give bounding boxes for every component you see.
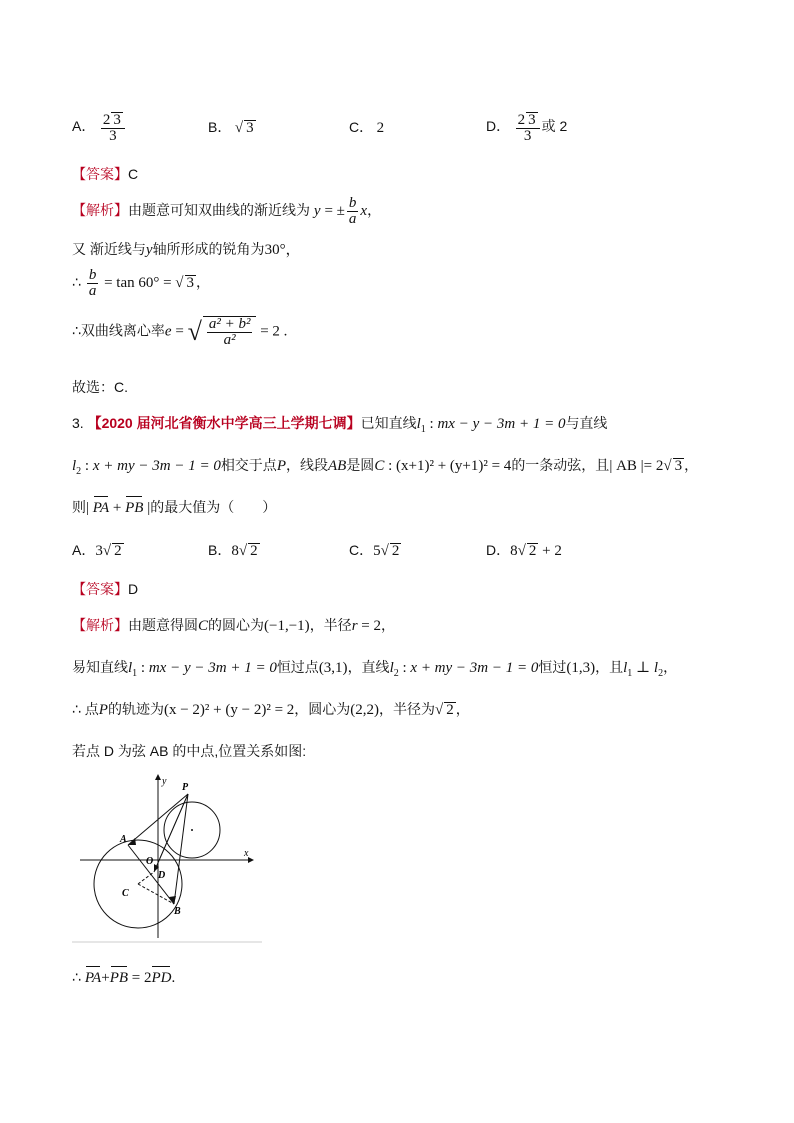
q3-stem-line2: $l_2$ : x + my − 3m − 1 = 0相交于点P，线段AB是圆C : (x+1)² + (y+1)² = 4的一条动弦，且| AB |= 2√ 3 ， — [72, 457, 699, 477]
q2-option-b-label: B． — [208, 119, 232, 135]
q2-option-c-value: 2 — [376, 120, 385, 136]
label-x: x — [244, 848, 249, 859]
q2-analysis-line2: 又 渐近线与y轴所形成的锐角为30°， — [72, 241, 301, 258]
q2-option-d[interactable]: D． $\frac{2 3}{3}$ 或 2 — [486, 112, 568, 144]
q2-option-c[interactable] — [349, 117, 384, 137]
q2-analysis-line4: ∴双曲线离心率e = √ $\frac{\text{a² + b²}}{\text{a²}}$ = 2 . — [72, 316, 288, 348]
q3-analysis-line2: 易知直线$l_1$ : mx − y − 3m + 1 = 0恒过点(3,1)，直线$l_2$ : x + my − 3m − 1 = 0恒过(1,3)，且$l_1$ ⊥ $l_2$， — [72, 659, 678, 679]
label-o: O — [146, 856, 154, 867]
geometry-figure — [72, 772, 262, 944]
x-axis-arrow — [248, 857, 254, 863]
label-b: B — [174, 906, 181, 917]
q2-answer-line — [72, 165, 138, 183]
label-y: y — [162, 776, 167, 787]
label-d: D — [158, 870, 166, 881]
y-axis-arrow — [155, 774, 161, 780]
q2-option-c-label: C． — [349, 119, 374, 135]
label-p: P — [182, 782, 189, 793]
q2-answer: C — [128, 166, 139, 182]
q2-analysis-tag: 【解析】 — [72, 202, 128, 219]
q3-answer-line: 【答案】D — [72, 581, 139, 597]
q2-analysis-line1: 【解析】由题意可知双曲线的渐近线为 y = ± $\frac{b}{a}$ x， — [72, 195, 382, 227]
q3-analysis-line3: ∴ 点P的轨迹为(x − 2)² + (y − 2)² = 2，圆心为(2,2)，半径为√ 2 ， — [72, 701, 470, 718]
q3-answer: D — [128, 581, 139, 597]
label-a: A — [120, 834, 127, 845]
q3-option-a[interactable]: A．3√ 2 — [72, 542, 122, 559]
q2-answer-tag: 【答案】 — [72, 166, 128, 182]
label-c: C — [122, 888, 129, 899]
q3-source: 【2020 届河北省衡水中学高三上学期七调】 — [87, 415, 361, 431]
q3-option-d[interactable]: D．8√ 2 + 2 — [486, 542, 562, 559]
q3-option-b[interactable]: B．8√ 2 — [208, 542, 258, 559]
q2-option-a-value: $\frac{2 3}{3}$ — [101, 112, 125, 144]
q2-option-a-label: A． — [72, 118, 96, 135]
q3-option-c[interactable]: C．5√ 2 — [349, 542, 400, 559]
q2-conclusion: 故选：C. — [72, 379, 128, 395]
locus-center-dot — [191, 829, 193, 831]
q2-analysis-line3: ∴ $\frac{b}{a}$ = tan 60° = √ 3 ， — [72, 267, 211, 299]
q2-option-d-label: D． — [486, 118, 511, 135]
q3-analysis-line4: 若点 D 为弦 AB 的中点,位置关系如图: — [72, 743, 307, 759]
q2-option-a[interactable] — [72, 112, 127, 144]
q3-number: 3. — [72, 415, 84, 431]
q3-stem-line3: 则| PA + PB |的最大值为（ ） — [72, 499, 277, 516]
q3-analysis-line1: 【解析】由题意得圆C的圆心为(−1,−1)，半径r = 2， — [72, 617, 395, 634]
q2-option-b[interactable]: B． √ 3 — [208, 119, 254, 136]
q2-option-d-suffix: 或 2 — [541, 118, 568, 135]
q3-stem-line1: 3. 【2020 届河北省衡水中学高三上学期七调】已知直线$l_1$ : mx − y − 3m + 1 = 0与直线 — [72, 415, 608, 435]
arrow-a — [128, 838, 136, 845]
segment-cb — [138, 884, 174, 904]
q3-last-line: ∴ PA+PB = 2PD. — [72, 969, 176, 986]
segment-cd — [138, 872, 154, 884]
